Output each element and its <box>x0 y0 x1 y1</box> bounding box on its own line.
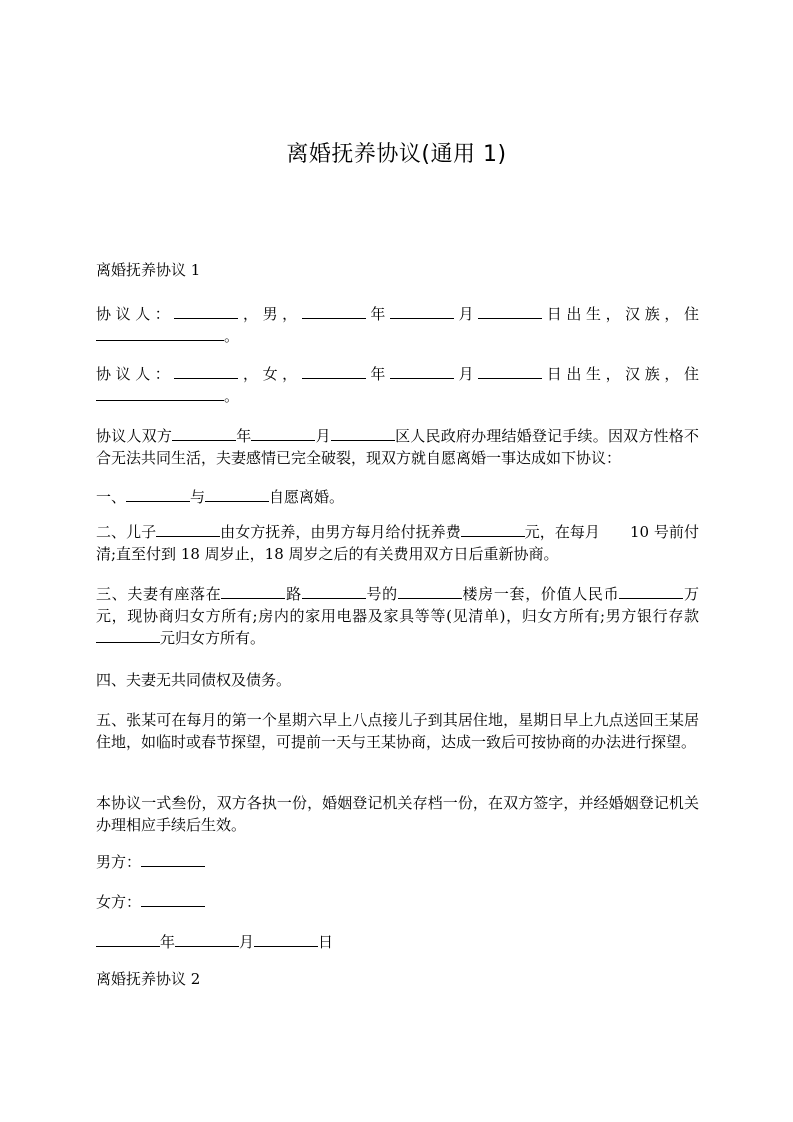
fill-in-blank <box>619 584 683 599</box>
fill-in-blank <box>174 304 238 319</box>
party-2-paragraph: 协议人： ，女， 年 月 日出生，汉族，住。 <box>96 365 699 405</box>
fill-in-blank <box>126 487 190 502</box>
section-heading-1: 离婚抚养协议 1 <box>96 261 201 279</box>
fill-in-blank <box>302 304 366 319</box>
fill-in-blank <box>205 487 269 502</box>
clause-5: 五、张某可在每月的第一个星期六早上八点接儿子到其居住地，星期日早上九点送回王某居住地，如临时或春节探望，可提前一天与王某协商，达成一致后可按协商的办法进行探望。 <box>96 711 699 751</box>
fill-in-blank <box>302 364 366 379</box>
fill-in-blank <box>174 364 238 379</box>
fill-in-blank <box>96 628 160 643</box>
effect-paragraph: 本协议一式叁份，双方各执一份，婚姻登记机关存档一份，在双方签字，并经婚姻登记机关办理相应手续后生效。 <box>96 794 699 834</box>
fill-in-blank <box>390 364 454 379</box>
fill-in-blank <box>254 932 318 947</box>
fill-in-blank <box>398 584 462 599</box>
intro-paragraph: 协议人双方 年 月 区人民政府办理结婚登记手续。因双方性格不合无法共同生活，夫妻感情已完全破裂，现双方就自愿离婚一事达成如下协议： <box>96 427 699 467</box>
fill-in-blank <box>141 852 205 867</box>
fill-in-blank <box>96 932 160 947</box>
signature-female: 女方： <box>96 891 699 913</box>
fill-in-blank <box>331 426 395 441</box>
fill-in-blank <box>302 584 366 599</box>
fill-in-blank <box>141 892 205 907</box>
fill-in-blank <box>175 932 239 947</box>
section-heading-2: 离婚抚养协议 2 <box>96 970 201 988</box>
signature-male: 男方： <box>96 851 699 873</box>
clause-2: 二、儿子 由女方抚养，由男方每月给付抚养费 元，在每月 10 号前付清;直至付到 18 周岁止，18 周岁之后的有关费用双方日后重新协商。 <box>96 523 699 563</box>
fill-in-blank <box>390 304 454 319</box>
clause-1: 一、 与 自愿离婚。 <box>96 488 345 506</box>
fill-in-blank <box>478 364 542 379</box>
clause-4: 四、夫妻无共同债权及债务。 <box>96 671 292 689</box>
fill-in-blank <box>461 522 525 537</box>
fill-in-blank <box>221 584 285 599</box>
clause-3: 三、夫妻有座落在 路 号的 楼房一套，价值人民币 万元，现协商归女方所有;房内的家用电器及家具等等(见清单)，归女方所有;男方银行存款元归女方所有。 <box>96 585 699 647</box>
party-1-paragraph: 协议人： ，男， 年 月 日出生，汉族，住。 <box>96 305 699 345</box>
fill-in-blank <box>96 326 224 341</box>
fill-in-blank <box>156 522 220 537</box>
fill-in-blank <box>172 426 236 441</box>
signature-date: 年 月 日 <box>96 931 699 953</box>
fill-in-blank <box>251 426 315 441</box>
fill-in-blank <box>478 304 542 319</box>
fill-in-blank <box>96 386 224 401</box>
document-title: 离婚抚养协议(通用 1) <box>286 142 507 167</box>
